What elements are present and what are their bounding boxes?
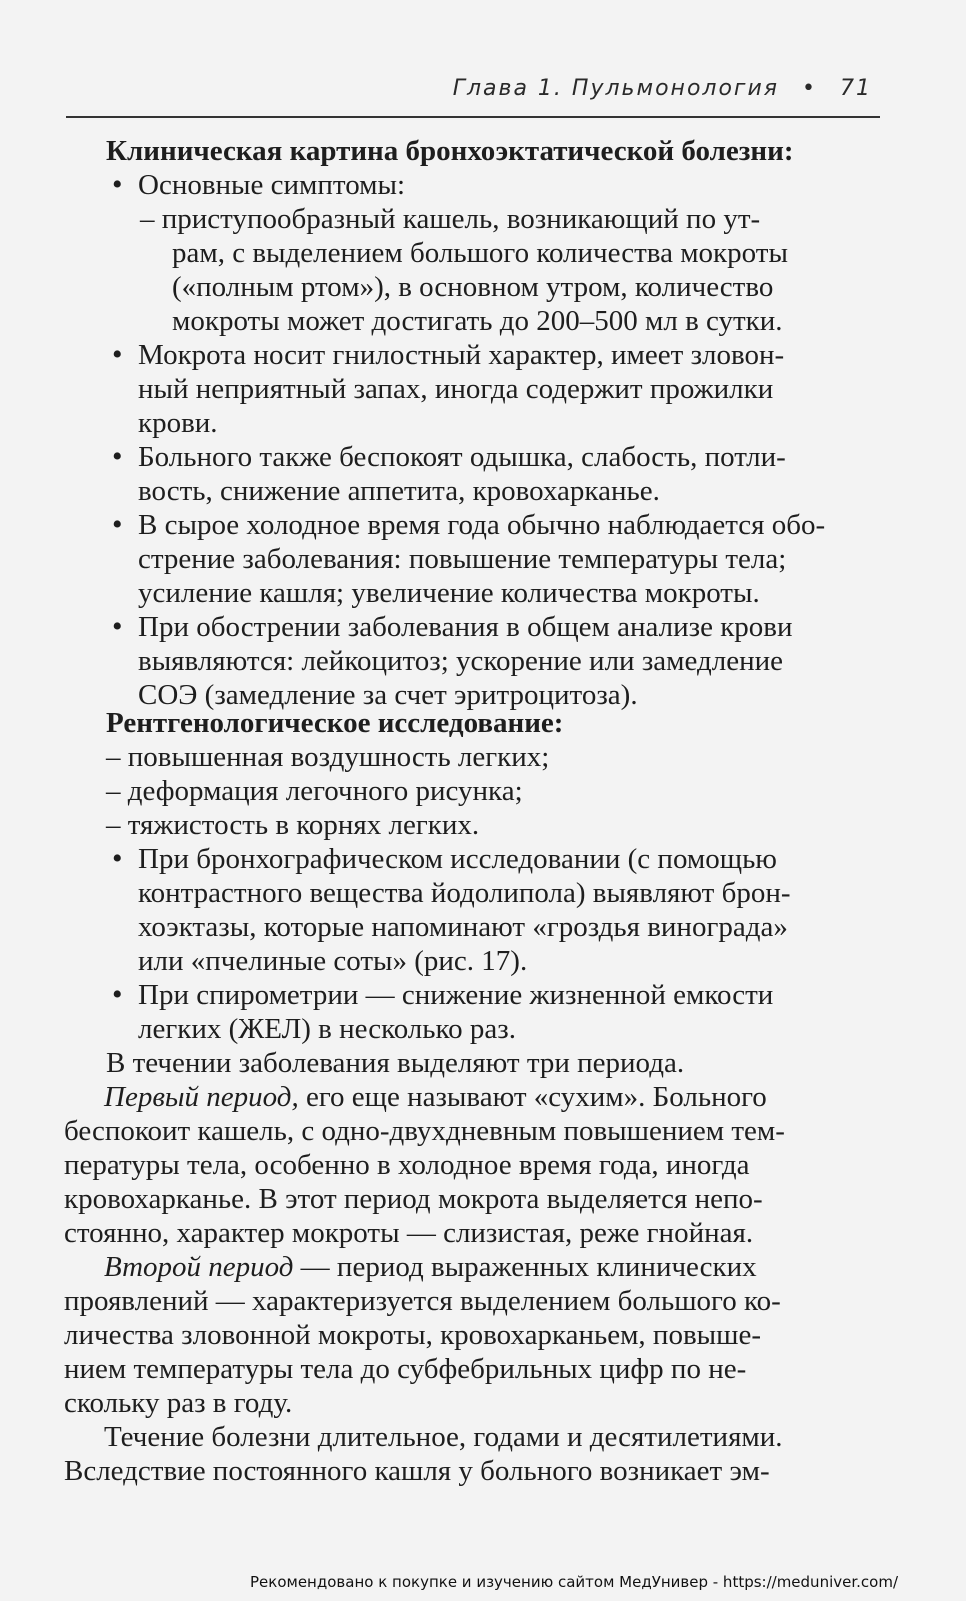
bullet-line: стрение заболевания: повышение температуры тела;	[138, 543, 787, 575]
bullet-main-symptoms: • Основные симптомы:	[138, 168, 405, 202]
section-heading-clinical: Клиническая картина бронхоэктатической болезни:	[106, 135, 794, 167]
symptom-line: – приступообразный кашель, возникающий по ут-	[140, 203, 761, 235]
bullet-sputum: • Мокрота носит гнилостный характер, имеет зловон-	[138, 338, 784, 372]
header-separator: •	[802, 76, 817, 101]
bullet-line: ный неприятный запах, иногда содержит прожилки	[138, 373, 774, 405]
second-period-paragraph	[104, 1250, 757, 1284]
bullet-line: крови.	[138, 407, 218, 439]
bullet-line: контрастного вещества йодолипола) выявляют брон-	[138, 877, 791, 909]
paragraph-line: — период выраженных клинических	[293, 1251, 757, 1283]
bullet-line: усиление кашля; увеличение количества мокроты.	[138, 577, 760, 609]
bullet-bronchography: • При бронхографическом исследовании (с помощью	[138, 842, 777, 876]
xray-item: – повышенная воздушность легких;	[106, 741, 550, 773]
bullet-line: или «пчелиные соты» (рис. 17).	[138, 945, 528, 977]
symptom-line: («полным ртом»), в основном утром, количество	[172, 271, 774, 303]
xray-item: – деформация легочного рисунка;	[106, 775, 523, 807]
paragraph-line: нием температуры тела до субфебрильных цифр по не-	[64, 1353, 747, 1385]
paragraph-line: беспокоит кашель, с одно-двухдневным повышением тем-	[64, 1115, 785, 1147]
bullet-line: хоэктазы, которые напоминают «гроздья винограда»	[138, 911, 788, 943]
bullet-line: выявляются: лейкоцитоз; ускорение или замедление	[138, 645, 783, 677]
first-period-paragraph	[104, 1080, 767, 1114]
course-paragraph-line: Вследствие постоянного кашля у больного возникает эм-	[64, 1455, 770, 1487]
page-header	[66, 72, 880, 118]
paragraph-line: его еще называют «сухим». Больного	[298, 1081, 767, 1113]
paragraph-line: пературы тела, особенно в холодное время года, иногда	[64, 1149, 750, 1181]
paragraph-line: кровохарканье. В этот период мокрота выделяется непо-	[64, 1183, 763, 1215]
bullet-dyspnea: • Больного также беспокоят одышка, слабость, потли-	[138, 440, 786, 474]
chapter-title: Глава 1. Пульмонология	[452, 76, 780, 101]
page-number: 71	[840, 76, 872, 101]
bullet-line: вость, снижение аппетита, кровохарканье.	[138, 475, 660, 507]
running-head	[453, 76, 872, 101]
paragraph-line: стоянно, характер мокроты — слизистая, реже гнойная.	[64, 1217, 754, 1249]
paragraph-line: проявлений — характеризуется выделением большого ко-	[64, 1285, 781, 1317]
xray-item: – тяжистость в корнях легких.	[106, 809, 480, 841]
bullet-exacerbation: • В сырое холодное время года обычно наблюдается обо-	[138, 508, 825, 542]
symptom-line: мокроты может достигать до 200–500 мл в сутки.	[172, 305, 783, 337]
section-heading-xray: Рентгенологическое исследование:	[106, 707, 564, 739]
bullet-line: легких (ЖЕЛ) в несколько раз.	[138, 1013, 516, 1045]
bullet-line: СОЭ (замедление за счет эритроцитоза).	[138, 679, 638, 711]
symptom-line: рам, с выделением большого количества мокроты	[172, 237, 788, 269]
bullet-spirometry: • При спирометрии — снижение жизненной емкости	[138, 978, 773, 1012]
paragraph-line: личества зловонной мокроты, кровохарканьем, повыше-	[64, 1319, 761, 1351]
first-period-title: Первый период,	[104, 1081, 299, 1113]
periods-intro: В течении заболевания выделяют три периода.	[106, 1047, 685, 1079]
second-period-title: Второй период	[104, 1251, 294, 1283]
course-paragraph-line: Течение болезни длительное, годами и десятилетиями.	[104, 1421, 783, 1453]
watermark-footer: Рекомендовано к покупке и изучению сайтом МедУнивер - https://meduniver.com/	[250, 1573, 898, 1591]
paragraph-line: скольку раз в году.	[64, 1387, 293, 1419]
bullet-blood-test: • При обострении заболевания в общем анализе крови	[138, 610, 793, 644]
